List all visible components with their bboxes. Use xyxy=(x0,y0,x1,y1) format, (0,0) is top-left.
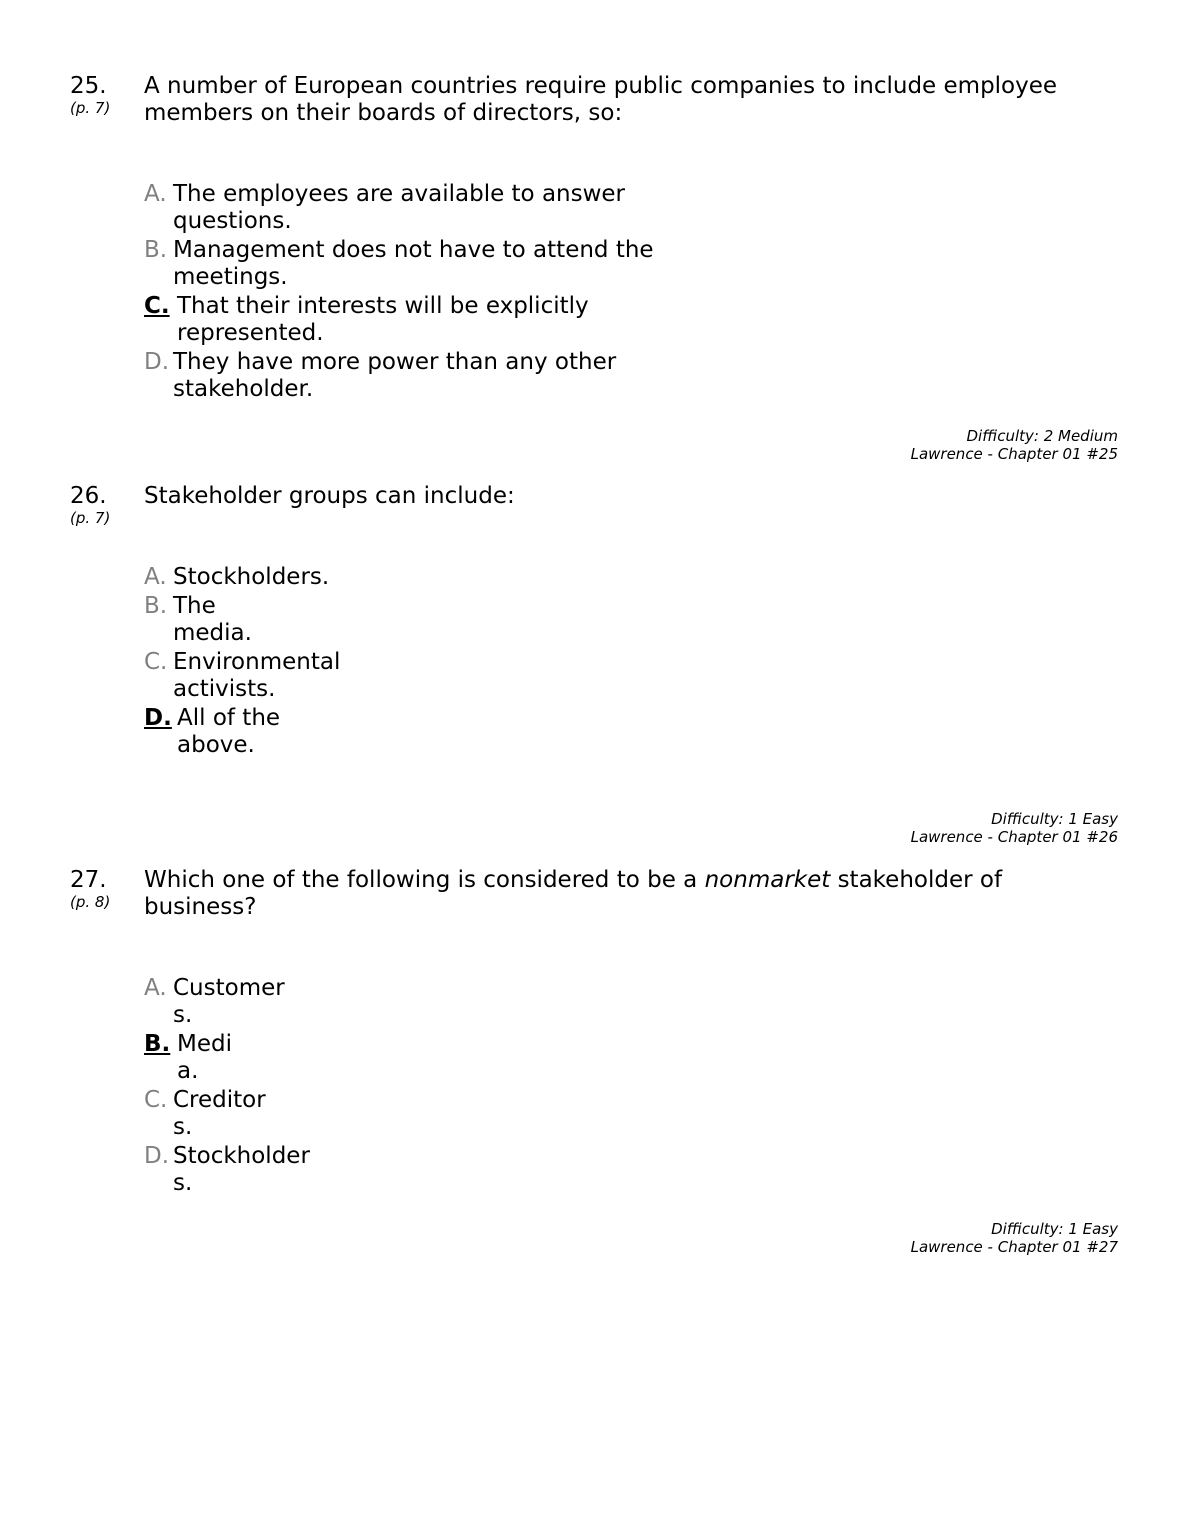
question-meta xyxy=(911,1220,1118,1256)
question-text-emphasis: nonmarket xyxy=(704,867,831,893)
option-letter: A. xyxy=(144,975,167,1001)
option-c xyxy=(144,649,354,703)
option-letter: D. xyxy=(144,705,172,731)
option-letter: D. xyxy=(144,1143,170,1169)
option-letter: B. xyxy=(144,593,168,619)
option-a xyxy=(144,564,354,591)
question-text xyxy=(144,867,1044,921)
question-page-ref: (p. 8) xyxy=(70,893,111,911)
option-text: Stockholders. xyxy=(173,1143,310,1196)
chapter-reference: Lawrence - Chapter 01 #25 xyxy=(910,445,1118,463)
question-text: Stakeholder groups can include: xyxy=(144,483,515,509)
difficulty-label: Difficulty: 1 Easy xyxy=(991,1220,1118,1238)
option-letter: A. xyxy=(144,181,167,207)
question-meta xyxy=(911,427,1118,463)
option-d xyxy=(144,349,679,403)
option-text: Environmental activists. xyxy=(173,649,341,702)
answer-options xyxy=(144,181,679,405)
question-text: A number of European countries require public companies to include employee members on their boards of directors, so: xyxy=(144,73,1058,126)
difficulty-label: Difficulty: 2 Medium xyxy=(966,427,1118,445)
option-letter: A. xyxy=(144,564,167,590)
option-a xyxy=(144,975,344,1029)
option-text: The employees are available to answer questions. xyxy=(173,181,626,234)
option-a xyxy=(144,181,679,235)
question-text-end: stakeholder of business? xyxy=(144,867,1003,920)
question-page-ref: (p. 7) xyxy=(70,99,111,117)
question-meta xyxy=(911,810,1118,846)
chapter-reference: Lawrence - Chapter 01 #26 xyxy=(910,828,1118,846)
option-d-correct xyxy=(144,705,354,759)
option-letter: B. xyxy=(144,1031,171,1057)
option-letter: C. xyxy=(144,1087,168,1113)
option-letter: B. xyxy=(144,237,168,263)
option-letter: C. xyxy=(144,293,170,319)
option-text: Customers. xyxy=(173,975,285,1028)
option-text: Media. xyxy=(177,1031,232,1084)
option-text: All of the above. xyxy=(177,705,281,758)
answer-options xyxy=(144,564,354,761)
difficulty-label: Difficulty: 1 Easy xyxy=(991,810,1118,828)
chapter-reference: Lawrence - Chapter 01 #27 xyxy=(910,1238,1118,1256)
option-b xyxy=(144,237,679,291)
option-b-correct xyxy=(144,1031,344,1085)
question-page-ref: (p. 7) xyxy=(70,509,111,527)
option-letter: D. xyxy=(144,349,170,375)
option-text: That their interests will be explicitly represented. xyxy=(177,293,589,346)
option-b xyxy=(144,593,354,647)
question-number: 26. xyxy=(70,483,107,509)
option-text: Management does not have to attend the meetings. xyxy=(173,237,654,290)
question-number: 25. xyxy=(70,73,107,99)
question-text-start: Which one of the following is considered to be a xyxy=(144,867,705,893)
option-d xyxy=(144,1143,344,1197)
option-c xyxy=(144,1087,344,1141)
answer-options xyxy=(144,975,344,1199)
option-text: They have more power than any other stakeholder. xyxy=(173,349,617,402)
option-text: The media. xyxy=(173,593,252,646)
option-text: Creditors. xyxy=(173,1087,266,1140)
option-text: Stockholders. xyxy=(173,564,330,590)
question-number: 27. xyxy=(70,867,107,893)
option-letter: C. xyxy=(144,649,168,675)
option-c-correct xyxy=(144,293,679,347)
